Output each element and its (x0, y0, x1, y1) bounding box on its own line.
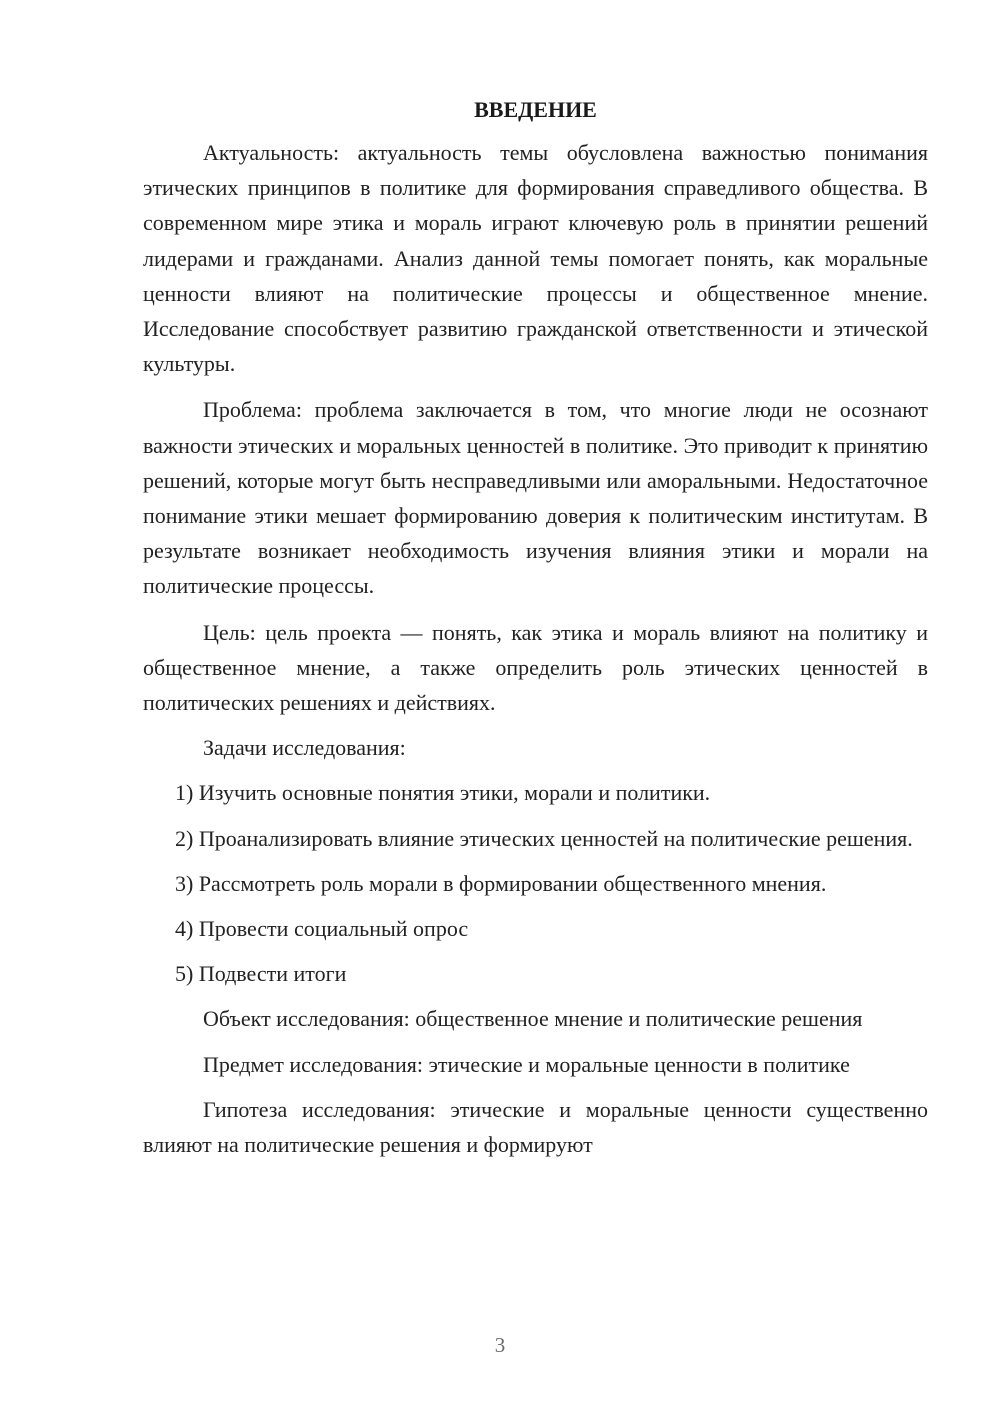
task-item-3: 3) Рассмотреть роль морали в формировании общественного мнения. (175, 870, 827, 896)
paragraph-hypothesis: Гипотеза исследования: этические и моральные ценности существенно влияют на политические решения и формируют (143, 1096, 928, 1158)
task-item-5: 5) Подвести итоги (175, 961, 347, 987)
paragraph-goal: Цель: цель проекта — понять, как этика и мораль влияют на политику и общественное мнение, а также определить роль этических ценностей в политических решениях и действиях. (143, 619, 928, 716)
task-item-1: 1) Изучить основные понятия этики, морали и политики. (175, 780, 711, 806)
page-title: ВВЕДЕНИЕ (474, 97, 597, 122)
task-item-4: 4) Провести социальный опрос (175, 916, 469, 942)
paragraph-relevance: Актуальность: актуальность темы обусловлена важностью понимания этических принципов в политике для формирования справедливого общества. В современном мире этика и мораль играют ключевую роль в принятии решений лидерами и гражданами. Анализ данной темы помогает понять, как моральные ценности влияют на политические процессы и общественное мнение. Исследование способствует развитию гражданской ответственности и этической культуры. (143, 140, 928, 377)
paragraph-object: Объект исследования: общественное мнение и политические решения (203, 1006, 863, 1032)
paragraph-problem: Проблема: проблема заключается в том, что многие люди не осознают важности этических и моральных ценностей в политике. Это приводит к принятию решений, которые могут быть несправедливыми или аморальными. Недостаточное понимание этики мешает формированию доверия к политическим институтам. В результате возникает необходимость изучения влияния этики и морали на политические процессы. (143, 397, 928, 599)
document-page (143, 94, 928, 1162)
task-item-2: 2) Проанализировать влияние этических ценностей на политические решения. (175, 825, 913, 851)
paragraph-subject: Предмет исследования: этические и моральные ценности в политике (203, 1051, 850, 1077)
page-number: 3 (494, 1333, 506, 1357)
paragraph-tasks-heading: Задачи исследования: (203, 735, 406, 761)
